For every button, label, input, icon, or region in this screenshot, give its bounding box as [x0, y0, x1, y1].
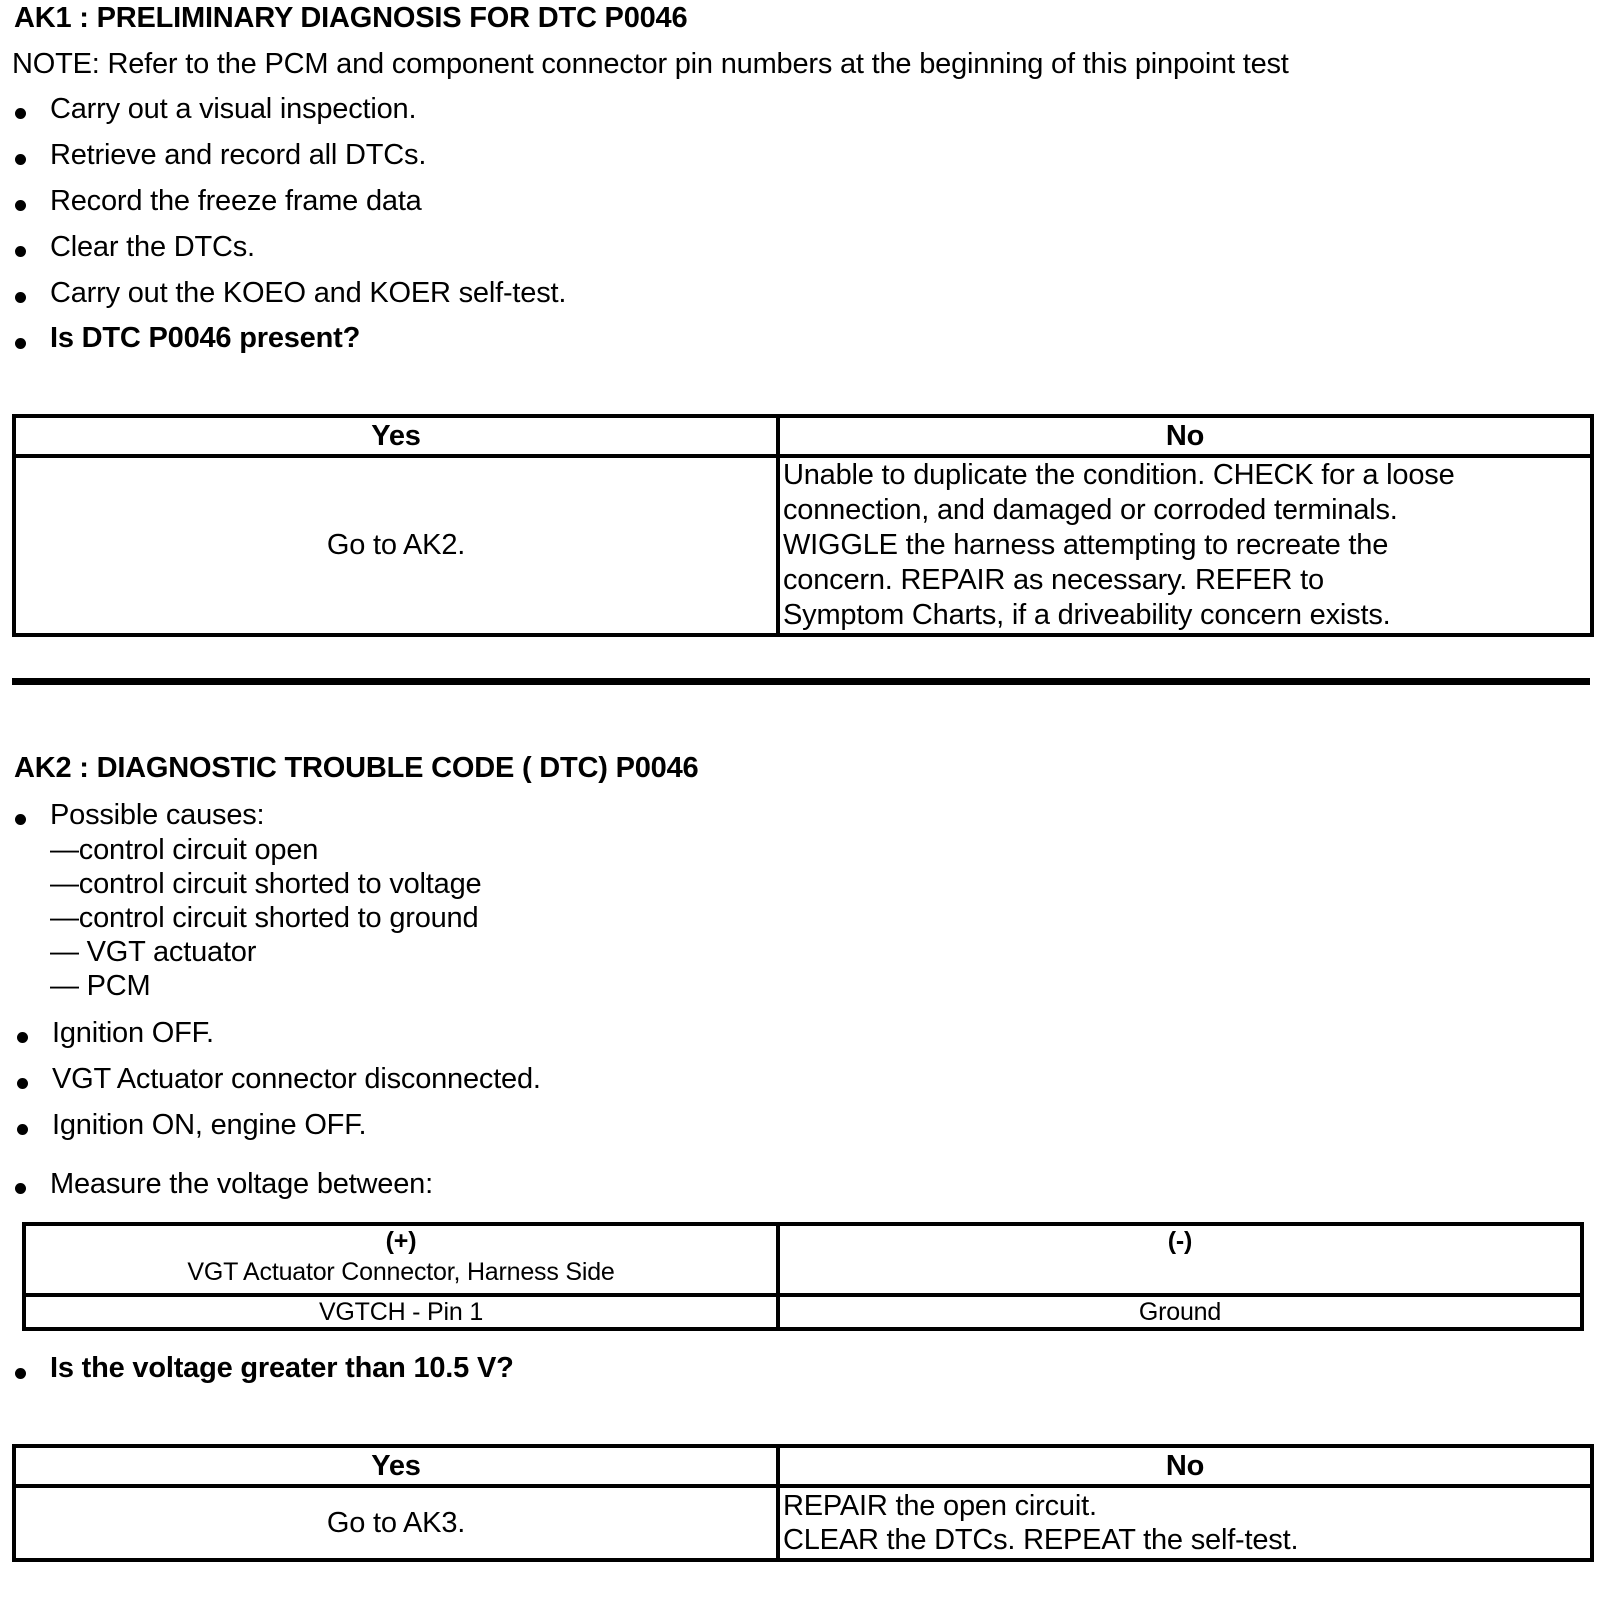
no-action-line: concern. REPAIR as necessary. REFER to	[783, 564, 1324, 596]
yes-action: Go to AK3.	[14, 1486, 778, 1560]
plus-symbol: (+)	[385, 1227, 417, 1255]
no-action	[778, 456, 1592, 635]
ak1-step: Retrieve and record all DTCs.	[50, 139, 427, 171]
no-action	[778, 1486, 1592, 1560]
bullet-icon	[15, 200, 26, 211]
ak2-step: VGT Actuator connector disconnected.	[52, 1063, 541, 1095]
measure-table	[22, 1222, 1584, 1331]
plus-connector-label: VGT Actuator Connector, Harness Side	[187, 1258, 615, 1286]
bullet-icon	[17, 1032, 28, 1043]
measure-label: Measure the voltage between:	[50, 1168, 433, 1200]
minus-probe-value: Ground	[778, 1295, 1582, 1329]
no-action-line: CLEAR the DTCs. REPEAT the self-test.	[783, 1524, 1299, 1556]
bullet-icon	[15, 814, 26, 825]
cause-item: —control circuit shorted to voltage	[50, 868, 482, 900]
minus-probe-header: (-)	[778, 1224, 1582, 1295]
yes-header: Yes	[14, 1446, 778, 1486]
bullet-icon	[15, 108, 26, 119]
bullet-icon	[15, 1368, 26, 1379]
no-action-line: Unable to duplicate the condition. CHECK for a loose	[783, 459, 1455, 491]
bullet-icon	[15, 1183, 26, 1194]
no-header: No	[778, 1446, 1592, 1486]
cause-item: —control circuit open	[50, 834, 319, 866]
possible-causes-label: Possible causes:	[50, 799, 265, 831]
ak2-step: Ignition OFF.	[52, 1017, 214, 1049]
bullet-icon	[17, 1124, 28, 1135]
section-divider	[12, 678, 1590, 685]
ak1-question: Is DTC P0046 present?	[50, 322, 361, 354]
ak2-heading: AK2 : DIAGNOSTIC TROUBLE CODE ( DTC) P0046	[14, 752, 699, 784]
cause-item: — PCM	[50, 970, 151, 1002]
plus-probe-value: VGTCH - Pin 1	[24, 1295, 778, 1329]
bullet-icon	[15, 292, 26, 303]
ak1-step: Carry out a visual inspection.	[50, 93, 417, 125]
no-action-line: connection, and damaged or corroded terminals.	[783, 494, 1398, 526]
ak1-result-table	[12, 414, 1594, 637]
yes-header: Yes	[14, 416, 778, 456]
bullet-icon	[15, 246, 26, 257]
ak2-step: Ignition ON, engine OFF.	[52, 1109, 367, 1141]
yes-action: Go to AK2.	[14, 456, 778, 635]
no-action-line: REPAIR the open circuit.	[783, 1490, 1097, 1522]
no-header: No	[778, 416, 1592, 456]
bullet-icon	[15, 338, 26, 349]
cause-item: — VGT actuator	[50, 936, 257, 968]
bullet-icon	[17, 1078, 28, 1089]
bullet-icon	[15, 154, 26, 165]
no-action-line: Symptom Charts, if a driveability concern exists.	[783, 599, 1391, 631]
ak1-step: Carry out the KOEO and KOER self-test.	[50, 277, 567, 309]
ak1-step: Clear the DTCs.	[50, 231, 255, 263]
plus-probe-header	[24, 1224, 778, 1295]
ak2-result-table	[12, 1444, 1594, 1562]
ak2-question: Is the voltage greater than 10.5 V?	[50, 1352, 514, 1384]
cause-item: —control circuit shorted to ground	[50, 902, 479, 934]
ak1-heading: AK1 : PRELIMINARY DIAGNOSIS FOR DTC P0046	[14, 2, 688, 34]
no-action-line: WIGGLE the harness attempting to recreate the	[783, 529, 1389, 561]
ak1-note: NOTE: Refer to the PCM and component connector pin numbers at the beginning of this pinpoint test	[12, 48, 1289, 80]
ak1-step: Record the freeze frame data	[50, 185, 422, 217]
